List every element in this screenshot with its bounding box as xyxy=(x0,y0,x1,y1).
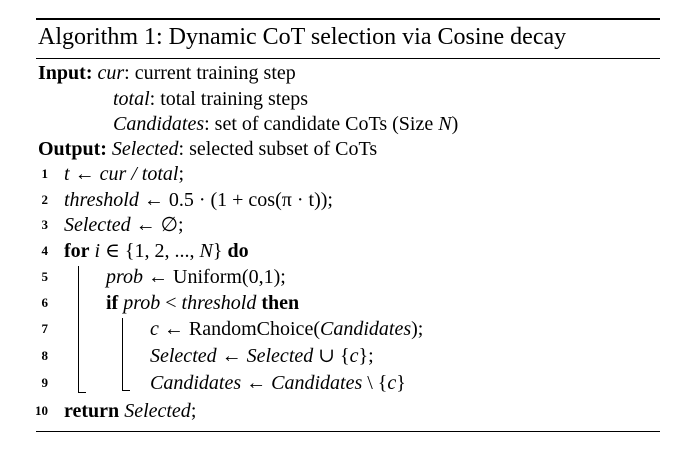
input-var-total: total xyxy=(113,88,150,110)
brace-close: } xyxy=(212,240,228,262)
semicolon: ; xyxy=(190,400,197,422)
line-number: 7 xyxy=(41,321,48,336)
input-var-candidates: Candidates xyxy=(113,113,205,135)
rule-top xyxy=(36,18,660,20)
var-candidates: Candidates xyxy=(319,318,412,340)
var-cur: cur xyxy=(99,163,127,185)
keyword-if: if xyxy=(106,292,119,314)
var-selected: Selected xyxy=(119,400,191,422)
line-number: 10 xyxy=(35,403,48,418)
arrow: ← xyxy=(216,345,247,367)
rule-mid xyxy=(36,58,660,59)
input-desc-cur: : current training step xyxy=(124,62,296,84)
var-selected: Selected xyxy=(64,214,131,236)
arrow: ← xyxy=(241,372,272,394)
var-selected: Selected xyxy=(150,345,217,367)
input-label: Input: xyxy=(38,62,93,84)
input-size-suffix: ) xyxy=(451,113,459,135)
for-block-bar xyxy=(78,266,79,392)
var-i: i xyxy=(89,240,101,262)
line-number: 5 xyxy=(41,269,48,284)
for-block-tick xyxy=(78,392,86,393)
keyword-for: for xyxy=(64,240,90,262)
line-number: 6 xyxy=(41,295,48,310)
expression: ← Uniform(0,1); xyxy=(143,266,286,288)
var-total: total xyxy=(141,163,179,185)
keyword-return: return xyxy=(64,400,120,422)
var-n: N xyxy=(199,240,213,262)
keyword-do: do xyxy=(227,240,249,262)
expression: ∈ {1, 2, ..., xyxy=(100,240,200,262)
output-var: Selected xyxy=(111,138,179,160)
semicolon: ; xyxy=(178,163,185,185)
rule-bottom xyxy=(36,431,660,432)
var-candidates: Candidates xyxy=(271,372,363,394)
var-c: c xyxy=(150,318,159,340)
var-c: c xyxy=(387,372,397,394)
line-number: 9 xyxy=(41,375,48,390)
var-t: t xyxy=(64,163,70,185)
input-size-var: N xyxy=(438,113,452,135)
var-candidates: Candidates xyxy=(150,372,242,394)
input-desc-total: : total training steps xyxy=(149,88,308,110)
line-number: 8 xyxy=(41,348,48,363)
var-selected: Selected xyxy=(246,345,314,367)
brace-close: }; xyxy=(358,345,374,367)
output-desc: : selected subset of CoTs xyxy=(178,138,378,160)
var-c: c xyxy=(349,345,359,367)
algorithm-title: Algorithm 1: Dynamic CoT selection via Cosine decay xyxy=(38,24,567,50)
var-prob: prob xyxy=(106,266,144,288)
input-desc-candidates: : set of candidate CoTs (Size xyxy=(204,113,439,135)
line-number: 2 xyxy=(41,192,48,207)
expression: ← RandomChoice( xyxy=(158,318,320,340)
if-block-tick xyxy=(122,390,130,391)
expression: ∪ { xyxy=(313,345,350,367)
keyword-then: then xyxy=(256,292,300,314)
line-number: 4 xyxy=(41,243,48,258)
line-number: 3 xyxy=(41,217,48,232)
var-threshold: threshold xyxy=(64,189,139,211)
output-label: Output: xyxy=(38,138,107,160)
arrow: ← xyxy=(69,163,100,185)
brace-close: } xyxy=(396,372,406,394)
expression: ← ∅; xyxy=(130,214,184,236)
if-block-bar xyxy=(122,318,123,390)
expression: ← 0.5 · (1 + cos(π · t)); xyxy=(138,189,333,211)
input-var-cur: cur xyxy=(97,62,125,84)
expression: \ { xyxy=(362,372,388,394)
operator-lt: < xyxy=(160,292,182,314)
paren-close: ); xyxy=(411,318,424,340)
slash: / xyxy=(126,163,142,185)
line-number: 1 xyxy=(41,166,48,181)
var-prob: prob xyxy=(118,292,161,314)
var-threshold: threshold xyxy=(181,292,257,314)
